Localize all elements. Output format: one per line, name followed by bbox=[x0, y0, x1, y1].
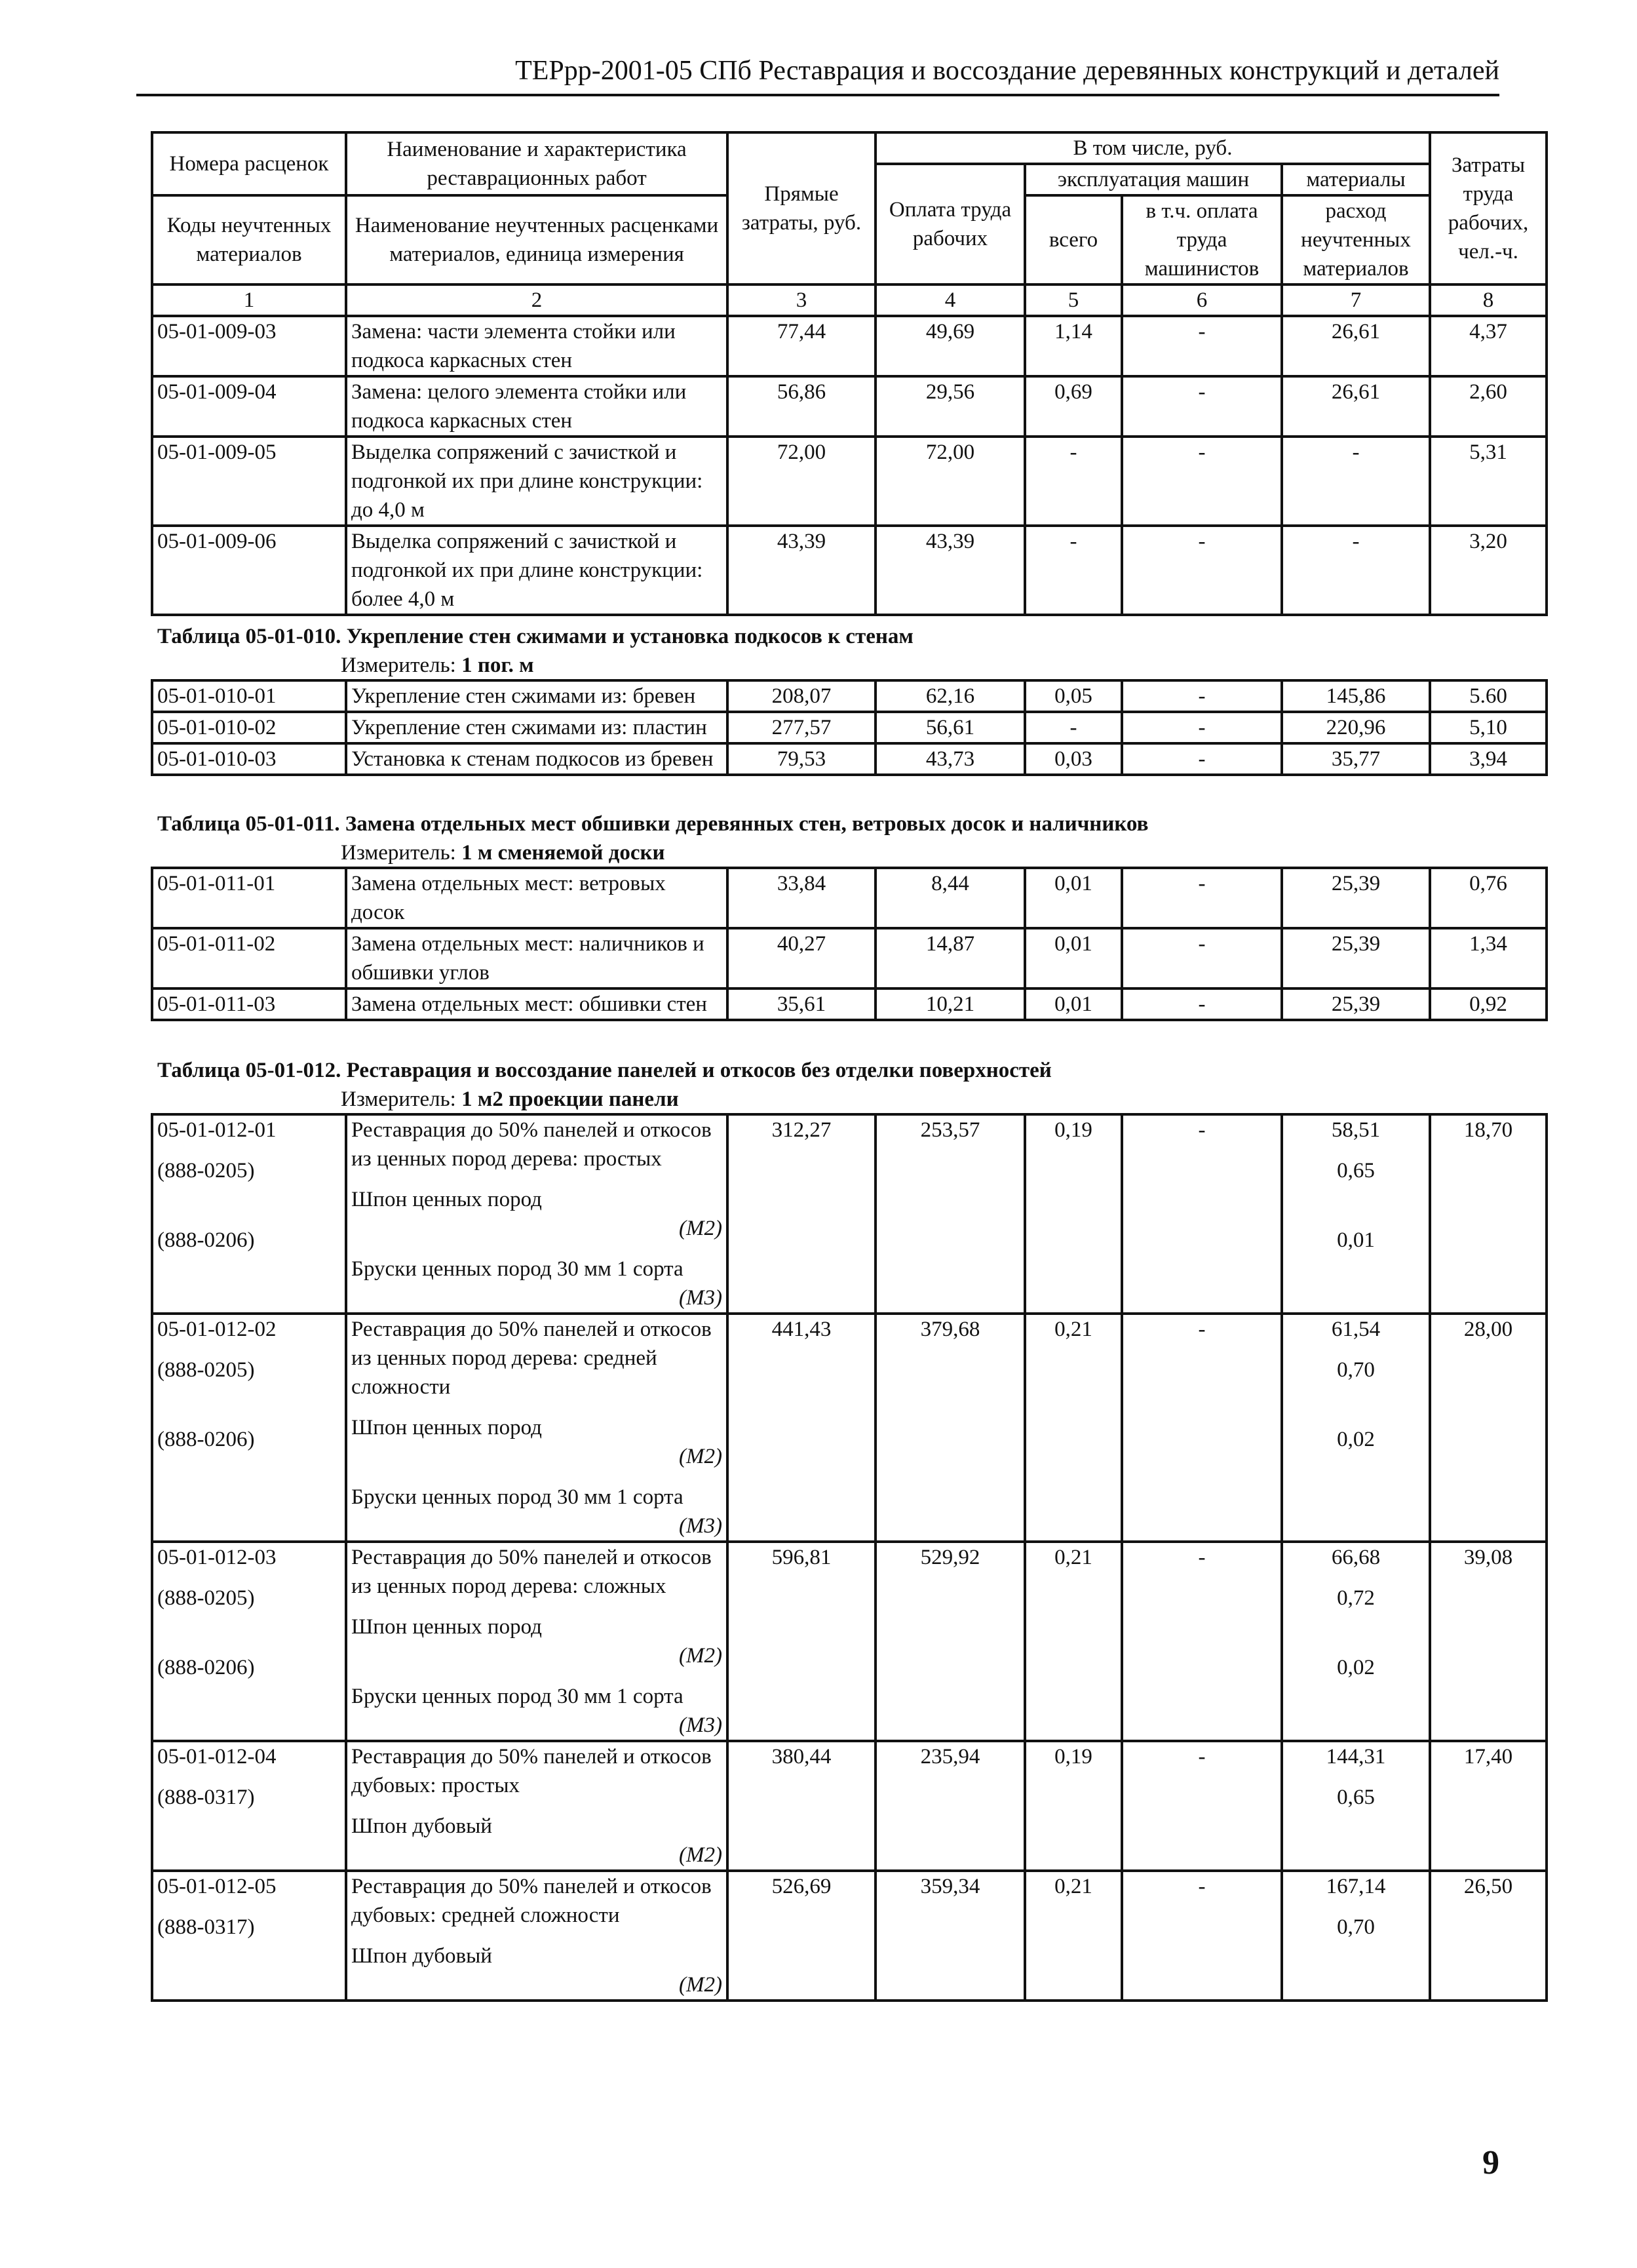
col-number-3: 3 bbox=[727, 284, 876, 316]
measure-value: 1 м сменяемой доски bbox=[461, 841, 665, 865]
materials-cost: 167,14 bbox=[1326, 1875, 1386, 1898]
spacer bbox=[1287, 1255, 1425, 1312]
machines-total: 0,01 bbox=[1025, 988, 1122, 1020]
labor-hours: 2,60 bbox=[1430, 376, 1547, 437]
col-number-5: 5 bbox=[1025, 284, 1122, 316]
material-unit: (М2) bbox=[679, 1217, 722, 1240]
rate-code: 05-01-009-05 bbox=[152, 437, 346, 526]
rate-code: 05-01-009-04 bbox=[152, 376, 346, 437]
rate-code-cell bbox=[152, 1741, 346, 1871]
col-machines-incl: в т.ч. оплата труда машинистов bbox=[1122, 195, 1282, 284]
material-name: Шпон ценных пород bbox=[351, 1416, 542, 1439]
table-row bbox=[152, 868, 1547, 928]
table-011-title: Таблица 05-01-011. Замена отдельных мест обшивки деревянных стен, ветровых досок и наличников bbox=[157, 812, 1149, 836]
work-name: Замена отдельных мест: наличников и обшивки углов bbox=[346, 928, 727, 988]
material-name: Шпон дубовый bbox=[351, 1814, 492, 1838]
table-012-title: Таблица 05-01-012. Реставрация и воссоздание панелей и откосов без отделки поверхностей bbox=[157, 1059, 1052, 1082]
direct-costs: 208,07 bbox=[727, 680, 876, 712]
direct-costs: 312,27 bbox=[727, 1114, 876, 1314]
spacer bbox=[1287, 1812, 1425, 1841]
rate-code: 05-01-012-01 bbox=[157, 1118, 277, 1142]
spacer bbox=[157, 1942, 341, 1970]
materials-cost: 58,51 bbox=[1331, 1118, 1381, 1142]
direct-costs: 526,69 bbox=[727, 1871, 876, 2001]
work-name: Установка к стенам подкосов из бревен bbox=[346, 743, 727, 775]
material-name: Шпон ценных пород bbox=[351, 1188, 542, 1211]
materials-cost: 26,61 bbox=[1282, 376, 1430, 437]
rates-table-010 bbox=[151, 679, 1548, 776]
machines-total: - bbox=[1025, 437, 1122, 526]
rates-table-011 bbox=[151, 867, 1548, 1021]
rate-code: 05-01-012-04 bbox=[157, 1745, 277, 1769]
materials-cost: 220,96 bbox=[1282, 712, 1430, 743]
material-name: Бруски ценных пород 30 мм 1 сорта bbox=[351, 1485, 684, 1509]
rate-code: 05-01-011-02 bbox=[152, 928, 346, 988]
direct-costs: 380,44 bbox=[727, 1741, 876, 1871]
material-code: (888-0317) bbox=[157, 1915, 255, 1939]
materials-cost: 35,77 bbox=[1282, 743, 1430, 775]
material-unit: (М2) bbox=[679, 1843, 722, 1867]
machines-labor-pay: - bbox=[1122, 437, 1282, 526]
direct-costs: 77,44 bbox=[727, 316, 876, 376]
spacer bbox=[1287, 1384, 1425, 1413]
direct-costs: 72,00 bbox=[727, 437, 876, 526]
materials-cell bbox=[1282, 1871, 1430, 2001]
material-code: (888-0317) bbox=[157, 1786, 255, 1809]
machines-total: 0,21 bbox=[1025, 1314, 1122, 1542]
table-010-title: Таблица 05-01-010. Укрепление стен сжимами и установка подкосов к стенам bbox=[157, 625, 914, 648]
labor-hours: 26,50 bbox=[1430, 1871, 1547, 2001]
direct-costs: 35,61 bbox=[727, 988, 876, 1020]
work-name: Укрепление стен сжимами из: бревен bbox=[346, 680, 727, 712]
table-row bbox=[152, 526, 1547, 615]
work-name: Реставрация до 50% панелей и откосов из ценных пород дерева: простых bbox=[351, 1118, 712, 1171]
labor-hours: 4,37 bbox=[1430, 316, 1547, 376]
material-name: Бруски ценных пород 30 мм 1 сорта bbox=[351, 1685, 684, 1708]
table-012-measure bbox=[341, 1085, 679, 1113]
col-number-4: 4 bbox=[876, 284, 1025, 316]
material-name: Шпон ценных пород bbox=[351, 1615, 542, 1639]
material-quantity: 0,65 bbox=[1337, 1159, 1375, 1183]
direct-costs: 441,43 bbox=[727, 1314, 876, 1542]
table-010-measure bbox=[341, 652, 534, 679]
machines-total: 1,14 bbox=[1025, 316, 1122, 376]
materials-cost: 66,68 bbox=[1331, 1546, 1381, 1569]
materials-cell bbox=[1282, 1114, 1430, 1314]
labor-hours: 39,08 bbox=[1430, 1542, 1547, 1741]
machines-total: 0,21 bbox=[1025, 1542, 1122, 1741]
col-work-name: Наименование и характеристика реставрационных работ bbox=[346, 132, 727, 195]
table-row bbox=[152, 988, 1547, 1020]
material-name: Шпон дубовый bbox=[351, 1944, 492, 1968]
labor-hours: 5,31 bbox=[1430, 437, 1547, 526]
machines-labor-pay: - bbox=[1122, 1871, 1282, 2001]
machines-total: 0,01 bbox=[1025, 928, 1122, 988]
spacer bbox=[1287, 1942, 1425, 1970]
machines-labor-pay: - bbox=[1122, 526, 1282, 615]
spacer bbox=[1287, 1454, 1425, 1512]
labor-pay: 10,21 bbox=[876, 988, 1025, 1020]
col-machines-total: всего bbox=[1025, 195, 1122, 284]
materials-cost: 26,61 bbox=[1282, 316, 1430, 376]
spacer bbox=[1287, 1613, 1425, 1641]
col-number-6: 6 bbox=[1122, 284, 1282, 316]
spacer bbox=[157, 1255, 341, 1312]
spacer bbox=[1287, 1185, 1425, 1214]
spacer bbox=[1287, 1682, 1425, 1740]
work-name-cell bbox=[346, 1542, 727, 1741]
work-name: Выделка сопряжений с зачисткой и подгонкой их при длине конструкции: до 4,0 м bbox=[346, 437, 727, 526]
table-row bbox=[152, 376, 1547, 437]
rate-code-cell bbox=[152, 1542, 346, 1741]
materials-cell bbox=[1282, 1314, 1430, 1542]
material-unit: (М3) bbox=[679, 1514, 722, 1538]
materials-cost: - bbox=[1282, 526, 1430, 615]
col-number-2: 2 bbox=[346, 284, 727, 316]
col-direct-costs: Прямые затраты, руб. bbox=[727, 132, 876, 284]
material-quantity: 0,70 bbox=[1337, 1358, 1375, 1382]
material-code: (888-0205) bbox=[157, 1586, 255, 1610]
materials-cell bbox=[1282, 1741, 1430, 1871]
table-row bbox=[152, 1314, 1547, 1542]
col-material-codes: Коды неучтенных материалов bbox=[152, 195, 346, 284]
direct-costs: 596,81 bbox=[727, 1542, 876, 1741]
labor-pay: 14,87 bbox=[876, 928, 1025, 988]
rate-code: 05-01-012-05 bbox=[157, 1875, 277, 1898]
spacer bbox=[157, 1812, 341, 1841]
labor-pay: 29,56 bbox=[876, 376, 1025, 437]
materials-cost: 25,39 bbox=[1282, 988, 1430, 1020]
labor-pay: 379,68 bbox=[876, 1314, 1025, 1542]
rate-code: 05-01-011-03 bbox=[152, 988, 346, 1020]
work-name-cell bbox=[346, 1871, 727, 2001]
work-name-cell bbox=[346, 1114, 727, 1314]
materials-cost: 25,39 bbox=[1282, 928, 1430, 988]
col-including: В том числе, руб. bbox=[876, 132, 1430, 164]
labor-hours: 3,20 bbox=[1430, 526, 1547, 615]
labor-pay: 8,44 bbox=[876, 868, 1025, 928]
running-header: ТЕРрр-2001-05 СПб Реставрация и воссоздание деревянных конструкций и деталей bbox=[515, 56, 1499, 86]
machines-labor-pay: - bbox=[1122, 680, 1282, 712]
labor-pay: 49,69 bbox=[876, 316, 1025, 376]
material-quantity: 0,02 bbox=[1337, 1428, 1375, 1451]
machines-labor-pay: - bbox=[1122, 1542, 1282, 1741]
labor-hours: 5.60 bbox=[1430, 680, 1547, 712]
labor-pay: 56,61 bbox=[876, 712, 1025, 743]
work-name: Замена отдельных мест: обшивки стен bbox=[346, 988, 727, 1020]
header-rule bbox=[136, 94, 1499, 96]
machines-total: 0,21 bbox=[1025, 1871, 1122, 2001]
table-row bbox=[152, 1741, 1547, 1871]
machines-labor-pay: - bbox=[1122, 988, 1282, 1020]
direct-costs: 277,57 bbox=[727, 712, 876, 743]
materials-cost: 145,86 bbox=[1282, 680, 1430, 712]
material-name: Бруски ценных пород 30 мм 1 сорта bbox=[351, 1257, 684, 1281]
material-code: (888-0205) bbox=[157, 1358, 255, 1382]
direct-costs: 43,39 bbox=[727, 526, 876, 615]
rate-code: 05-01-009-06 bbox=[152, 526, 346, 615]
labor-hours: 0,76 bbox=[1430, 868, 1547, 928]
labor-pay: 359,34 bbox=[876, 1871, 1025, 2001]
material-unit: (М3) bbox=[679, 1713, 722, 1737]
materials-cost: 144,31 bbox=[1326, 1745, 1386, 1769]
labor-pay: 235,94 bbox=[876, 1741, 1025, 1871]
labor-hours: 1,34 bbox=[1430, 928, 1547, 988]
labor-hours: 3,94 bbox=[1430, 743, 1547, 775]
labor-hours: 18,70 bbox=[1430, 1114, 1547, 1314]
spacer bbox=[157, 1682, 341, 1740]
machines-labor-pay: - bbox=[1122, 743, 1282, 775]
col-material-name: Наименование неучтенных расценками материалов, единица измерения bbox=[346, 195, 727, 284]
col-number-7: 7 bbox=[1282, 284, 1430, 316]
col-materials-unaccounted: расход неучтенных материалов bbox=[1282, 195, 1430, 284]
rates-table-012 bbox=[151, 1113, 1548, 2002]
rate-code: 05-01-012-03 bbox=[157, 1546, 277, 1569]
measure-value: 1 пог. м bbox=[461, 654, 534, 677]
rate-code: 05-01-010-01 bbox=[152, 680, 346, 712]
col-labor-costs: Затраты труда рабочих, чел.-ч. bbox=[1430, 132, 1547, 284]
machines-total: 0,19 bbox=[1025, 1114, 1122, 1314]
rate-code: 05-01-012-02 bbox=[157, 1318, 277, 1341]
material-code: (888-0206) bbox=[157, 1228, 255, 1252]
labor-pay: 43,39 bbox=[876, 526, 1025, 615]
rate-code-cell bbox=[152, 1871, 346, 2001]
material-quantity: 0,72 bbox=[1337, 1586, 1375, 1610]
machines-total: 0,03 bbox=[1025, 743, 1122, 775]
spacer bbox=[157, 1185, 341, 1214]
work-name: Укрепление стен сжимами из: пластин bbox=[346, 712, 727, 743]
table-row bbox=[152, 316, 1547, 376]
labor-hours: 28,00 bbox=[1430, 1314, 1547, 1542]
table-row bbox=[152, 712, 1547, 743]
materials-cell bbox=[1282, 1542, 1430, 1741]
col-labor-pay: Оплата труда рабочих bbox=[876, 164, 1025, 284]
table-row bbox=[152, 1114, 1547, 1314]
material-quantity: 0,02 bbox=[1337, 1656, 1375, 1679]
material-unit: (М2) bbox=[679, 1644, 722, 1668]
labor-pay: 529,92 bbox=[876, 1542, 1025, 1741]
work-name: Выделка сопряжений с зачисткой и подгонкой их при длине конструкции: более 4,0 м bbox=[346, 526, 727, 615]
work-name: Реставрация до 50% панелей и откосов из ценных пород дерева: средней сложности bbox=[351, 1318, 712, 1399]
rate-code-cell bbox=[152, 1314, 346, 1542]
table-row bbox=[152, 1871, 1547, 2001]
machines-labor-pay: - bbox=[1122, 316, 1282, 376]
work-name: Реставрация до 50% панелей и откосов дубовых: средней сложности bbox=[351, 1875, 712, 1927]
work-name: Замена: целого элемента стойки или подкоса каркасных стен bbox=[346, 376, 727, 437]
material-code: (888-0205) bbox=[157, 1159, 255, 1183]
spacer bbox=[157, 1613, 341, 1641]
labor-hours: 0,92 bbox=[1430, 988, 1547, 1020]
labor-pay: 253,57 bbox=[876, 1114, 1025, 1314]
page-number: 9 bbox=[1482, 2144, 1499, 2181]
direct-costs: 79,53 bbox=[727, 743, 876, 775]
material-code: (888-0206) bbox=[157, 1656, 255, 1679]
work-name: Замена отдельных мест: ветровых досок bbox=[346, 868, 727, 928]
rate-code: 05-01-009-03 bbox=[152, 316, 346, 376]
labor-hours: 5,10 bbox=[1430, 712, 1547, 743]
spacer bbox=[157, 1454, 341, 1512]
table-row bbox=[152, 680, 1547, 712]
col-number-8: 8 bbox=[1430, 284, 1547, 316]
materials-cost: 25,39 bbox=[1282, 868, 1430, 928]
machines-total: 0,69 bbox=[1025, 376, 1122, 437]
col-rate-numbers: Номера расценок bbox=[152, 132, 346, 195]
direct-costs: 33,84 bbox=[727, 868, 876, 928]
rate-code-cell bbox=[152, 1114, 346, 1314]
material-unit: (М2) bbox=[679, 1973, 722, 1997]
material-quantity: 0,70 bbox=[1337, 1915, 1375, 1939]
rate-code: 05-01-010-02 bbox=[152, 712, 346, 743]
material-unit: (М2) bbox=[679, 1445, 722, 1468]
table-row bbox=[152, 437, 1547, 526]
work-name: Замена: части элемента стойки или подкоса каркасных стен bbox=[346, 316, 727, 376]
machines-labor-pay: - bbox=[1122, 1314, 1282, 1542]
machines-total: - bbox=[1025, 526, 1122, 615]
machines-labor-pay: - bbox=[1122, 1741, 1282, 1871]
machines-labor-pay: - bbox=[1122, 1114, 1282, 1314]
work-name: Реставрация до 50% панелей и откосов дубовых: простых bbox=[351, 1745, 712, 1797]
measure-value: 1 м2 проекции панели bbox=[461, 1087, 679, 1111]
material-unit: (М3) bbox=[679, 1286, 722, 1310]
machines-total: - bbox=[1025, 712, 1122, 743]
materials-cost: 61,54 bbox=[1331, 1318, 1381, 1341]
machines-total: 0,19 bbox=[1025, 1741, 1122, 1871]
table-011-measure bbox=[341, 839, 665, 867]
machines-labor-pay: - bbox=[1122, 868, 1282, 928]
col-materials: материалы bbox=[1282, 164, 1430, 195]
machines-labor-pay: - bbox=[1122, 376, 1282, 437]
table-row bbox=[152, 743, 1547, 775]
col-machines: эксплуатация машин bbox=[1025, 164, 1282, 195]
material-code: (888-0206) bbox=[157, 1428, 255, 1451]
work-name-cell bbox=[346, 1314, 727, 1542]
materials-cost: - bbox=[1282, 437, 1430, 526]
rates-table-009 bbox=[151, 131, 1548, 616]
measure-label: Измеритель: bbox=[341, 841, 456, 865]
machines-labor-pay: - bbox=[1122, 928, 1282, 988]
labor-pay: 72,00 bbox=[876, 437, 1025, 526]
table-row bbox=[152, 928, 1547, 988]
machines-labor-pay: - bbox=[1122, 712, 1282, 743]
measure-label: Измеритель: bbox=[341, 654, 456, 677]
direct-costs: 40,27 bbox=[727, 928, 876, 988]
labor-pay: 43,73 bbox=[876, 743, 1025, 775]
rate-code: 05-01-011-01 bbox=[152, 868, 346, 928]
work-name-cell bbox=[346, 1741, 727, 1871]
work-name: Реставрация до 50% панелей и откосов из ценных пород дерева: сложных bbox=[351, 1546, 712, 1598]
rate-code: 05-01-010-03 bbox=[152, 743, 346, 775]
labor-pay: 62,16 bbox=[876, 680, 1025, 712]
col-number-1: 1 bbox=[152, 284, 346, 316]
direct-costs: 56,86 bbox=[727, 376, 876, 437]
material-quantity: 0,65 bbox=[1337, 1786, 1375, 1809]
machines-total: 0,05 bbox=[1025, 680, 1122, 712]
labor-hours: 17,40 bbox=[1430, 1741, 1547, 1871]
machines-total: 0,01 bbox=[1025, 868, 1122, 928]
measure-label: Измеритель: bbox=[341, 1087, 456, 1111]
table-row bbox=[152, 1542, 1547, 1741]
material-quantity: 0,01 bbox=[1337, 1228, 1375, 1252]
spacer bbox=[157, 1384, 341, 1413]
